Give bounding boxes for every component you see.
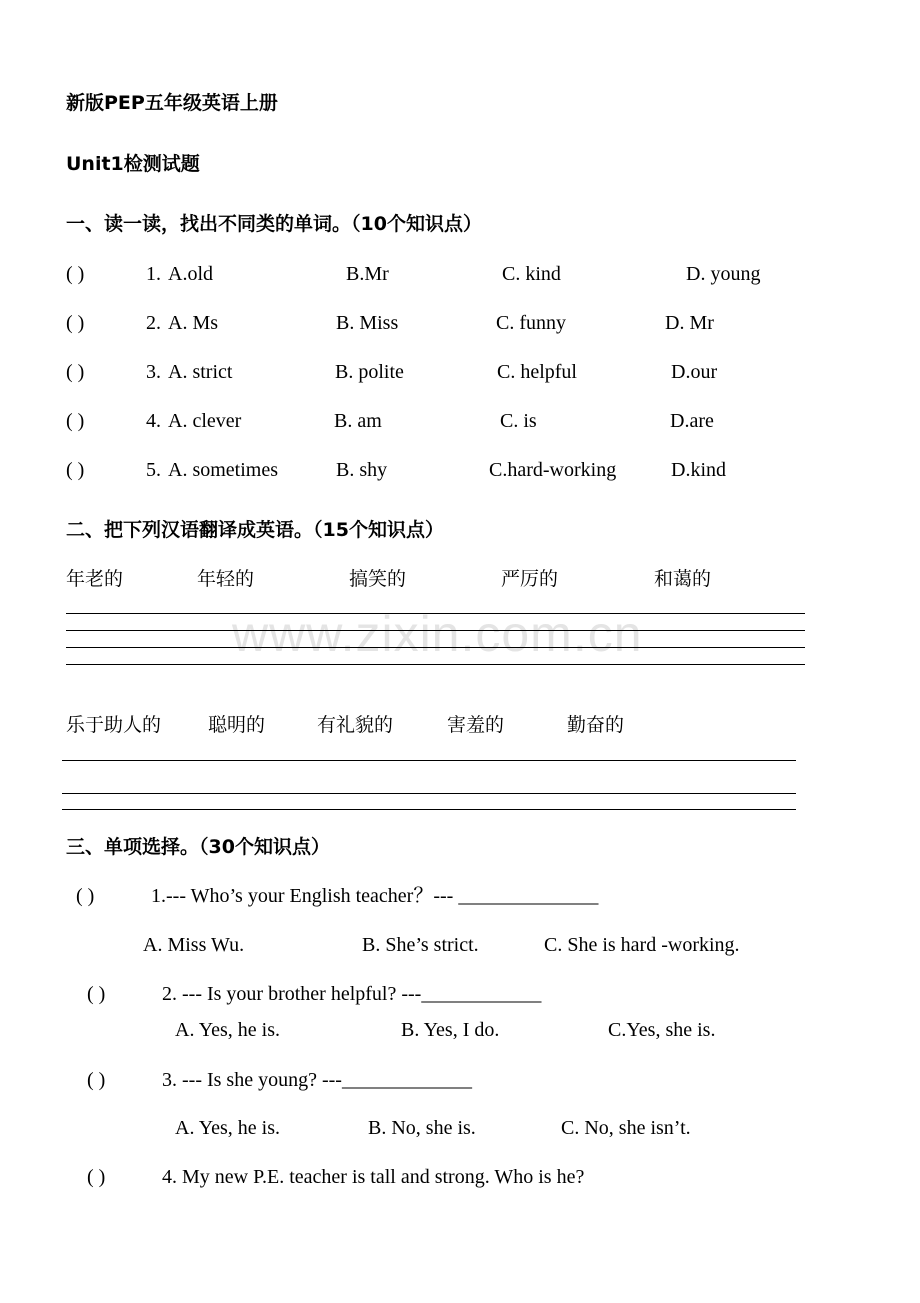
option-c: C. helpful	[497, 361, 577, 383]
section1-heading: 一、读一读，找出不同类的单词。（10个知识点）	[66, 213, 482, 235]
option-c: C. funny	[496, 312, 566, 334]
question-number: 5.	[146, 459, 161, 481]
writing-line	[62, 760, 796, 761]
chinese-word: 乐于助人的	[66, 714, 162, 736]
chinese-word: 勤奋的	[567, 714, 625, 736]
writing-line	[62, 793, 796, 794]
section3-heading: 三、单项选择。（30个知识点）	[66, 836, 330, 858]
option-c: C.Yes, she is.	[608, 1019, 716, 1041]
option-a: A. Ms	[168, 312, 219, 334]
answer-blank: ( )	[87, 1166, 106, 1188]
option-b: B. polite	[335, 361, 404, 383]
question-text: 3. --- Is she young? ---_____________	[162, 1069, 472, 1091]
writing-line	[66, 664, 805, 665]
option-a: A. Yes, he is.	[175, 1117, 281, 1139]
option-a: A. clever	[168, 410, 242, 432]
chinese-word: 年老的	[66, 568, 124, 590]
chinese-word: 和蔼的	[654, 568, 712, 590]
question-text: 1.--- Who’s your English teacher？--- ______________	[151, 885, 599, 907]
answer-blank: ( )	[66, 312, 85, 334]
option-a: A.old	[168, 263, 213, 285]
option-d: D. Mr	[665, 312, 714, 334]
option-b: B.Mr	[346, 263, 389, 285]
writing-line	[66, 613, 805, 614]
answer-blank: ( )	[76, 885, 95, 907]
option-d: D.kind	[671, 459, 726, 481]
option-c: C. She is hard -working.	[544, 934, 740, 956]
answer-blank: ( )	[66, 263, 85, 285]
option-b: B. Yes, I do.	[401, 1019, 500, 1041]
answer-blank: ( )	[66, 459, 85, 481]
option-b: B. Miss	[336, 312, 399, 334]
option-b: B. No, she is.	[368, 1117, 476, 1139]
answer-blank: ( )	[66, 361, 85, 383]
chinese-word: 害羞的	[447, 714, 505, 736]
document-title: 新版PEP五年级英语上册	[66, 92, 278, 114]
chinese-word: 严厉的	[501, 568, 559, 590]
option-a: A. Yes, he is.	[175, 1019, 281, 1041]
writing-line	[62, 809, 796, 810]
document-subtitle: Unit1检测试题	[66, 153, 200, 175]
section2-heading: 二、把下列汉语翻译成英语。（15个知识点）	[66, 519, 444, 541]
chinese-word: 聪明的	[208, 714, 266, 736]
option-c: C. kind	[502, 263, 561, 285]
question-number: 3.	[146, 361, 161, 383]
answer-blank: ( )	[87, 1069, 106, 1091]
option-a: A. sometimes	[168, 459, 278, 481]
question-number: 1.	[146, 263, 161, 285]
chinese-word: 搞笑的	[349, 568, 407, 590]
question-number: 4.	[146, 410, 161, 432]
question-text: 2. --- Is your brother helpful? ---____________	[162, 983, 542, 1005]
option-a: A. strict	[168, 361, 233, 383]
option-d: D. young	[686, 263, 761, 285]
question-number: 2.	[146, 312, 161, 334]
option-c: C. No, she isn’t.	[561, 1117, 691, 1139]
option-c: C. is	[500, 410, 537, 432]
option-b: B. She’s strict.	[362, 934, 479, 956]
writing-line	[66, 630, 805, 631]
option-b: B. shy	[336, 459, 388, 481]
option-a: A. Miss Wu.	[143, 934, 245, 956]
option-d: D.our	[671, 361, 718, 383]
question-text: 4. My new P.E. teacher is tall and strong. Who is he?	[162, 1166, 585, 1188]
writing-line	[66, 647, 805, 648]
answer-blank: ( )	[66, 410, 85, 432]
watermark: www.zixin.com.cn	[232, 606, 643, 662]
chinese-word: 有礼貌的	[317, 714, 394, 736]
option-c: C.hard-working	[489, 459, 617, 481]
answer-blank: ( )	[87, 983, 106, 1005]
option-d: D.are	[670, 410, 714, 432]
chinese-word: 年轻的	[197, 568, 255, 590]
option-b: B. am	[334, 410, 382, 432]
